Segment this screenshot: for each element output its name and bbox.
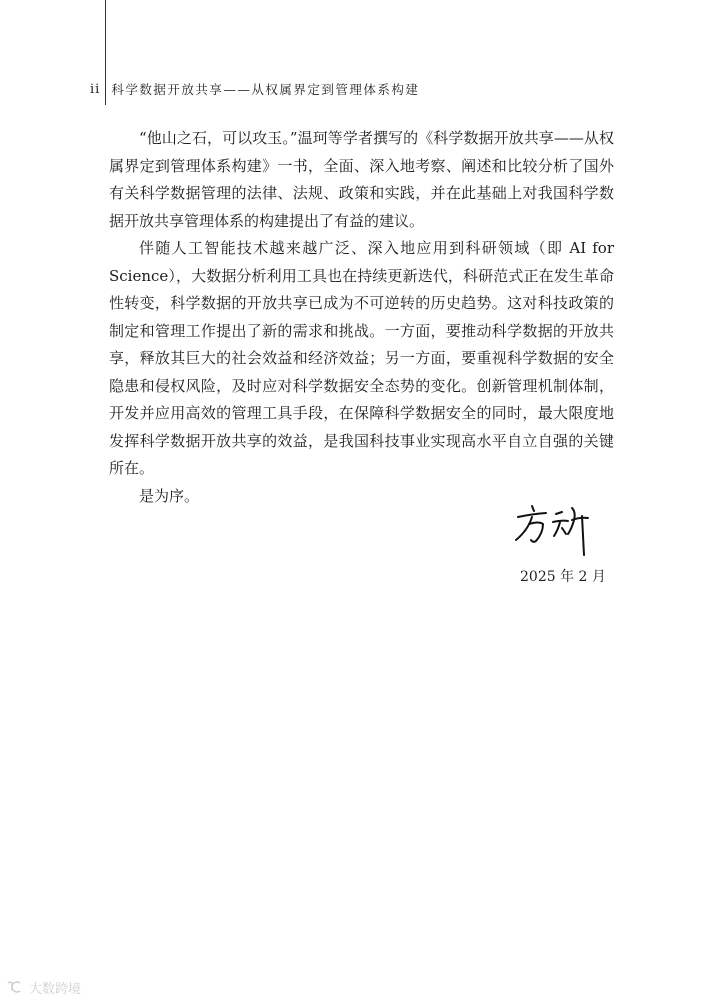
running-title: 科学数据开放共享——从权属界定到管理体系构建 (111, 82, 420, 97)
watermark-text: 大数跨境 (29, 981, 82, 997)
signature-image (510, 500, 600, 560)
paragraph: 伴随人工智能技术越来越广泛、深入地应用到科研领域（即 AI for Science），大数据分析利用工具也在持续更新迭代，科研范式正在发生革命性转变，科学数据的开放共享已成为不可逆转的历史趋势。这对科技政策的制定和管理工作提出了新的需求和挑战。一方面，要推动科学数据的开放共享，释放其巨大的社会效益和经济效益；另一方面，要重视科学数据的安全隐患和侵权风险，及时应对科学数据安全态势的变化。创新管理机制体制，开发并应用高效的管理工具手段，在保障科学数据安全的同时，最大限度地发挥科学数据开放共享的效益，是我国科技事业实现高水平自立自强的关键所在。 (109, 239, 614, 477)
watermark (6, 978, 81, 996)
watermark-logo-icon (6, 980, 26, 994)
page-number: ii (90, 81, 101, 97)
preface-date: 2025 年 2 月 (520, 569, 606, 585)
preface-body (109, 125, 614, 510)
page-header (90, 79, 419, 99)
paragraph: 是为序。 (139, 486, 200, 505)
handwritten-signature (510, 500, 600, 560)
paragraph: “他山之石，可以攻玉。”温珂等学者撰写的《科学数据开放共享——从权属界定到管理体系构建》一书，全面、深入地考察、阐述和比较分析了国外有关科学数据管理的法律、法规、政策和实践，并在此基础上对我国科学数据开放共享管理体系的构建提出了有益的建议。 (109, 129, 614, 230)
